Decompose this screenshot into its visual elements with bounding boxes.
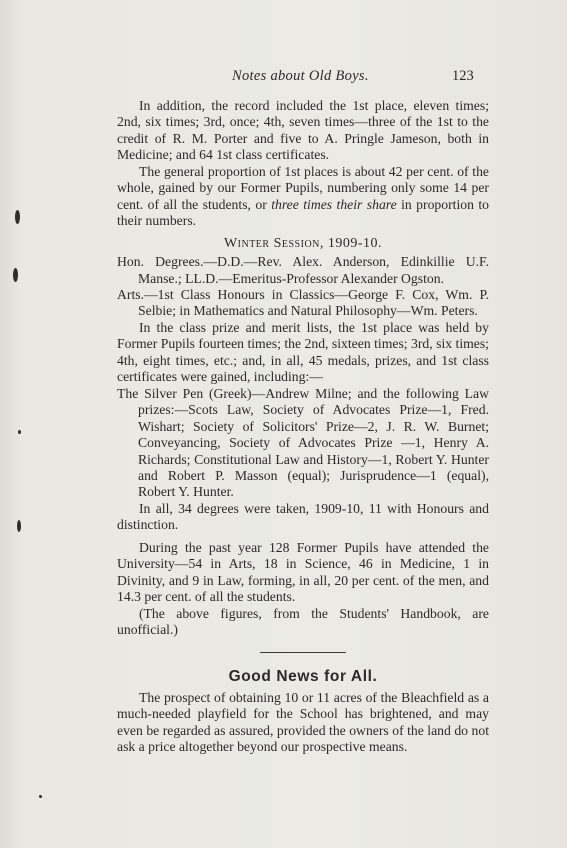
hon-degrees-entry: Hon. Degrees.—D.D.—Rev. Alex. Anderson, Edinkillie U.F. Manse.; LL.D.—Emeritus-Professor Alexander Ogston. [117,254,489,286]
paragraph-figures-note: (The above figures, from the Students' Handbook, are unofficial.) [117,605,489,638]
margin-ink-mark [18,430,21,434]
silver-pen-entry: The Silver Pen (Greek)—Andrew Milne; and the following Law prizes:—Scots Law, Society of Advocates Prize—1, Fred. Wishart; Society of Solicitors' Prize—2, J. R. W. Burnet; Conveyancing, Society of Advocates Prize —1, Henry A. Richards; Constitutional Law and History—1, Robert Y. Hunter and Robert P. Masson (equal); Jurisprudence—1 (equal), Robert Y. Hunter. [117,385,489,500]
margin-ink-mark [15,210,20,224]
section-divider [260,652,346,653]
article-title: Good News for All. [228,667,378,685]
paragraph-proportion [117,164,489,230]
margin-ink-mark [13,268,18,282]
paragraph-class-prize: In the class prize and merit lists, the 1st place was held by Former Pupils fourteen times; the 2nd, sixteen times; 3rd, six times; 4th, eight times, etc.; and, in all, 45 medals, prizes, and 1st class certificates were gained, including:— [117,319,489,385]
paragraph-proportion-end: in proportion to their numbers. [117,196,490,229]
paragraph-degrees: In all, 34 degrees were taken, 1909-10, 11 with Honours and distinction. [117,500,489,533]
section-heading: Winter Session, 1909-10. [223,235,383,251]
page-body [117,98,489,756]
paragraph-proportion-text: The general proportion of 1st places is about 42 per cent. of the whole, gained by our Former Pupils, numbering only some 14 per cent. of all the students, or [117,163,489,212]
article-paragraph: The prospect of obtaining 10 or 11 acres of the Bleachfield as a much-needed playfield for the School has brightened, and may even be regarded as assured, provided the owners of the land do not ask a price altogether beyond our prospective means. [117,689,489,755]
margin-ink-mark [39,795,42,798]
emphasis-text: three times their share [271,196,397,212]
paragraph-record: In addition, the record included the 1st place, eleven times; 2nd, six times; 3rd, once; 4th, seven times—three of the 1st to the credit of R. M. Porter and five to A. Pringle Jameson, both in Medicine; and 64 1st class certificates. [117,98,489,163]
page-number: 123 [452,68,474,84]
margin-ink-mark [17,520,21,532]
arts-entry: Arts.—1st Class Honours in Classics—George F. Cox, Wm. P. Selbie; in Mathematics and Natural Philosophy—Wm. Peters. [117,286,489,319]
page-header [0,68,567,88]
running-head: Notes about Old Boys. [232,68,369,84]
paragraph-past-year: During the past year 128 Former Pupils have attended the University—54 in Arts, 18 in Science, 46 in Medicine, 1 in Divinity, and 9 in Law, forming, in all, 20 per cent. of the men, and 14.3 per cent. of all the students. [117,539,489,605]
